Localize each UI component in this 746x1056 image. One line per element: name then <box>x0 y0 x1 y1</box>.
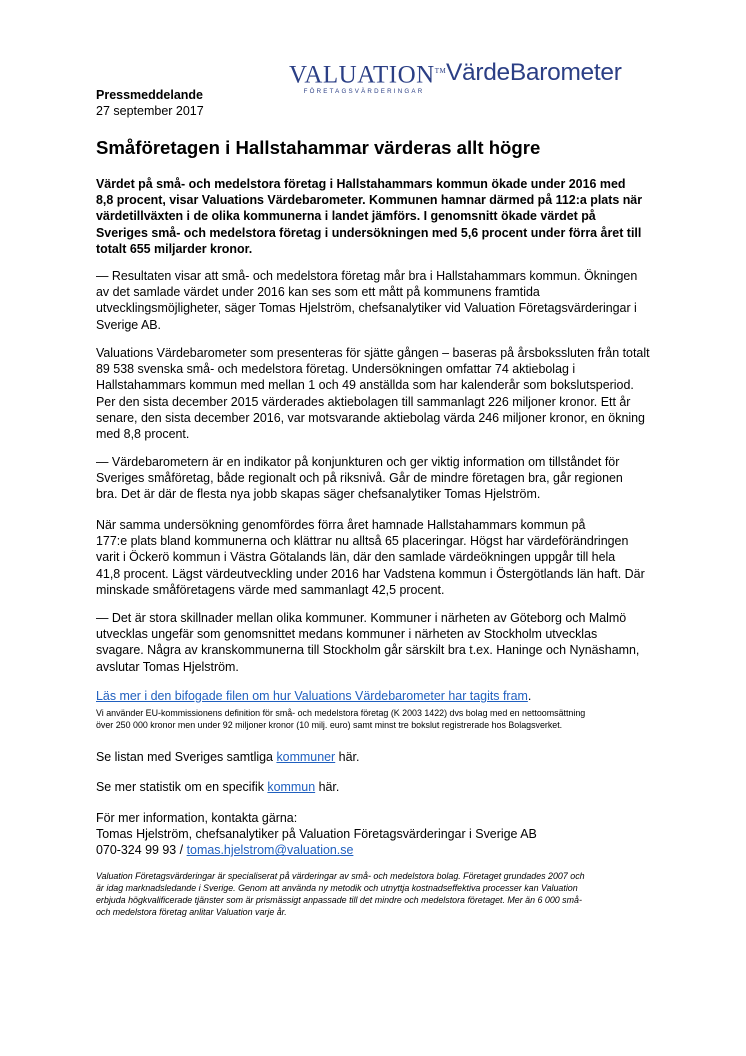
municipality-link[interactable]: kommun <box>267 780 316 794</box>
company-boilerplate: Valuation Företagsvärderingar är specialiserat på värderingar av små- och medelstora bolag. Företaget grundades 2007 och är idag marknadsledande i Sverige. Genom att använda ny metodik och utnyttja kostnadseffektiva processer kan Valuation erbjuda högkvalificerade tjänster som är prismässigt anpassade till det mindre och medelstora företaget. Mer än 6 000 små- och medelstora företag anlitar Valuation varje år. <box>96 871 585 917</box>
paragraph-method: Valuations Värdebarometer som presenteras för sjätte gången – baseras på årsbokssluten från totalt 89 538 svenska små- och medelstora företag. Undersökningen omfattar 74 aktiebolag i Hallstahammars kommun med mellan 1 och 49 anställda som har kalenderår som bokslutsperiod. Per den sista december 2015 värderades aktiebolagen till sammanlagt 226 miljoner kronor. Ett år senare, den sista december 2016, var motsvarande aktiebolag värda 246 miljoner kronor, en ökning med 8,8 procent. <box>96 346 650 442</box>
contact-block <box>96 810 656 859</box>
read-more-link[interactable]: Läs mer i den bifogade filen om hur Valuations Värdebarometer har tagits fram <box>96 689 528 703</box>
vardebarometer-logo: VärdeBarometer <box>446 59 622 86</box>
paragraph-ranking: När samma undersökning genomfördes förra året hamnade Hallstahammars kommun på 177:e plats bland kommunerna och klättrar nu alltså 65 placeringar. Högst har värdeförändringen varit i Öckerö kommun i Västra Götalands län, där den samlade värdeökningen uppgår till hela 41,8 procent. Lägst värdeutveckling under 2016 har Vadstena kommun i Östergötlands län haft. Där minskade småföretagens värde med sammanlagt 42,5 procent. <box>96 518 645 597</box>
lead-paragraph: Värdet på små- och medelstora företag i Hallstahammars kommun ökade under 2016 med 8,8 procent, visar Valuations Värdebarometer. Kommunen hamnar därmed på 112:a plats när värdetillväxten i de olika kommunerna i landet jämförs. I genomsnitt ökade värdet på Sveriges små- och medelstora företag i undersökningen med 5,6 procent under förra året till totalt 655 miljarder kronor. <box>96 177 643 256</box>
email-link[interactable]: tomas.hjelstrom@valuation.se <box>186 843 354 858</box>
contact-person: Tomas Hjelström, chefsanalytiker på Valuation Företagsvärderingar i Sverige AB <box>96 827 537 842</box>
contact-intro: För mer information, kontakta gärna: <box>96 811 298 825</box>
statistics-line: Se mer statistik om en specifik kommun här. <box>96 780 340 794</box>
municipalities-link[interactable]: kommuner <box>276 750 336 764</box>
press-release-date: 27 september 2017 <box>96 104 204 118</box>
read-more-line: Läs mer i den bifogade filen om hur Valuations Värdebarometer har tagits fram. <box>96 689 532 703</box>
trademark-mark: TM <box>434 67 447 75</box>
page-title: Småföretagen i Hallstahammar värderas allt högre <box>96 137 541 158</box>
paragraph-quote-1: — Resultaten visar att små- och medelstora företag mår bra i Hallstahammars kommun. Ökningen av det samlade värdet under 2016 kan ses som ett mått på kommunens framtida utvecklingsmöjligheter, säger Tomas Hjelström, chefsanalytiker vid Valuation Företagsvärderingar i Sverige AB. <box>96 269 638 332</box>
valuation-logo-word: VALUATION™ <box>289 61 447 89</box>
sme-definition-note: Vi använder EU-kommissionens definition för små- och medelstora företag (K 2003 1422) dvs bolag med en nettoomsättning över 250 000 kronor men under 92 miljoner kronor (10 milj. euro) samt minst tre bokslut registrerade hos Bolagsverket. <box>96 708 586 730</box>
valuation-logo <box>289 58 447 96</box>
contact-details: 070-324 99 93 / tomas.hjelstrom@valuation.se <box>96 843 354 858</box>
municipality-list-line: Se listan med Sveriges samtliga kommuner här. <box>96 750 360 764</box>
press-release-label: Pressmeddelande <box>96 88 203 102</box>
paragraph-quote-2: — Värdebarometern är en indikator på konjunkturen och ger viktig information om tillståndet för Sveriges småföretag, både regionalt och på riksnivå. Går de mindre företagen bra, går regionen bra. Det är där de flesta nya jobb skapas säger chefsanalytiker Tomas Hjelström. <box>96 455 623 502</box>
valuation-logo-subtitle: FÖRETAGSVÄRDERINGAR <box>303 88 425 96</box>
paragraph-quote-3: — Det är stora skillnader mellan olika kommuner. Kommuner i närheten av Göteborg och Malmö utvecklas ungefär som genomsnittet medans kommuner i närheten av Stockholm utvecklas svagare. Några av kranskommunerna till Stockholm går särskilt bra t.ex. Haninge och Nynäshamn, avslutar Tomas Hjelström. <box>96 611 640 674</box>
